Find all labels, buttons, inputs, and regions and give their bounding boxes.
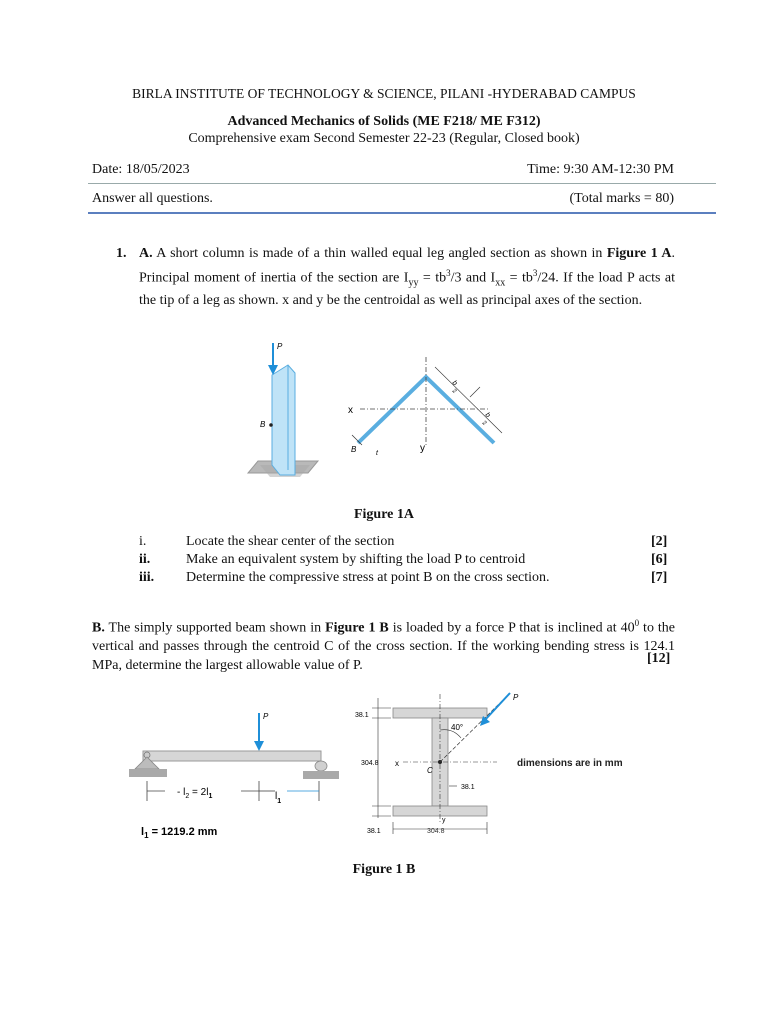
leg-dimension-line [435, 367, 502, 433]
section-load-label: P [513, 693, 519, 702]
institute-name: BIRLA INSTITUTE OF TECHNOLOGY & SCIENCE, PILANI -HYDERABAD CAMPUS [132, 86, 636, 101]
q1a-text-3: = tb [418, 270, 447, 286]
pin-ground [129, 769, 167, 777]
item-i-text: Locate the shear center of the section [186, 534, 395, 549]
item-i-marks: [2] [651, 534, 668, 549]
angle-section-drawing [348, 357, 502, 457]
figure-1a-caption: Figure 1A [353, 507, 414, 522]
leg-mid-tick [470, 387, 480, 397]
y-axis-label: y [420, 443, 425, 454]
exam-title: Comprehensive exam Second Semester 22-23 (Regular, Closed book) [188, 131, 580, 146]
l2-eq-sub: 1 [208, 793, 213, 800]
figure-1a-ref: Figure 1 A [606, 246, 672, 261]
part-a-label: A. [139, 246, 153, 261]
point-b-marker [269, 423, 273, 427]
l2-l: l [183, 787, 186, 798]
beam-body [143, 751, 321, 761]
roller-ground [303, 771, 339, 779]
exam-time: Time: 9:30 AM-12:30 PM [527, 162, 674, 177]
section-load-shaft [485, 693, 510, 720]
top-flange-dim: 38.1 [355, 712, 369, 719]
figure-1b-caption: Figure 1 B [352, 862, 416, 877]
centroid-label: C [427, 766, 433, 775]
degree-sup: 0 [634, 618, 640, 628]
thickness-label: t [376, 450, 378, 457]
bottom-flange-dim: 38.1 [367, 828, 381, 835]
q1b-text-3: to the vertical and passes through the centroid C of the cross section. If the working bending stress is 124.1 MPa, determine the largest allowable value of P. [92, 620, 676, 673]
section-b-label: B [351, 445, 357, 454]
course-title: Advanced Mechanics of Solids (ME F218/ ME F312) [227, 114, 541, 129]
q1a-text-2: . Principal moment of inertia of the section are I [139, 246, 675, 286]
l1-value-num: = 1219.2 mm [148, 826, 218, 838]
divider-main [88, 212, 716, 214]
q1a-text-6: /24. If the load P acts at the tip of a leg as shown. x and y be the centroidal as well as principal axes of the section. [139, 270, 675, 309]
figure-1a [240, 335, 540, 510]
l2-label: - $l_2 = 2l_1$ [177, 787, 213, 800]
exam-date: Date: 18/05/2023 [92, 162, 190, 177]
l1-label [275, 791, 281, 805]
item-i-number: i. [139, 534, 147, 549]
point-b-label: B [260, 420, 266, 429]
q1b-marks: [12] [647, 651, 671, 666]
q1b-text-1: The simply supported beam shown in [104, 620, 326, 636]
exp-3a: 3 [446, 267, 451, 278]
beam-load-head [254, 741, 264, 751]
section-y-label: y [442, 817, 446, 824]
q1a-text-4: /3 and I [450, 270, 496, 286]
part-b-label: B. [92, 620, 105, 636]
l1-l: l [275, 791, 278, 802]
q1a-text-1: A short column is made of a thin walled equal leg angled section as shown in [152, 246, 607, 261]
x-axis-label: x [348, 405, 353, 416]
section-x-label: x [395, 759, 399, 768]
ixx-sub: xx [495, 276, 506, 288]
l2-sub: 2 [185, 793, 190, 800]
item-iii-text: Determine the compressive stress at point B on the cross section. [186, 570, 550, 585]
exp-3b: 3 [532, 267, 538, 278]
l1-sub: 1 [277, 798, 282, 805]
item-iii-marks: [7] [651, 570, 668, 585]
web-height-dim: 304.8 [361, 760, 379, 767]
divider-top [88, 183, 716, 184]
load-label-p: P [277, 342, 283, 351]
figure-1b-beam [125, 705, 340, 845]
l2-eq: = 2l [189, 787, 209, 798]
leg2-label-b: b [483, 411, 492, 420]
total-marks: (Total marks = 80) [569, 191, 674, 206]
l1-value [141, 826, 218, 840]
l1-value-l: l [141, 826, 145, 838]
roller-support [315, 761, 327, 771]
instruction: Answer all questions. [92, 191, 213, 206]
item-ii-text: Make an equivalent system by shifting the load P to centroid [186, 552, 526, 567]
item-iii-number: iii. [139, 570, 155, 585]
leg1-label-b: b [450, 379, 459, 388]
leg1-label-2: 2 [450, 388, 458, 395]
question-1b-text [92, 614, 675, 675]
figure-1b-section [345, 688, 645, 848]
column-drawing [248, 342, 318, 477]
l1-value-sub: 1 [144, 831, 149, 840]
flange-width-dim: 304.8 [427, 828, 445, 835]
q1b-text-2: is loaded by a force P that is inclined at 40 [388, 620, 635, 636]
leg2-label-2: 2 [480, 420, 488, 427]
figure-1b-ref: Figure 1 B [325, 620, 389, 636]
item-ii-marks: [6] [651, 552, 668, 567]
q1a-text-5: = tb [505, 270, 533, 286]
angle-label: 40° [451, 723, 464, 732]
question-1a-text [139, 245, 675, 311]
web-thickness-dim: 38.1 [461, 784, 475, 791]
item-ii-number: ii. [139, 552, 151, 567]
question-number: 1. [116, 246, 127, 261]
beam-load-label: P [263, 712, 269, 721]
angle-column [272, 365, 295, 475]
iyy-sub: yy [408, 276, 419, 288]
units-note: dimensions are in mm [517, 758, 623, 769]
